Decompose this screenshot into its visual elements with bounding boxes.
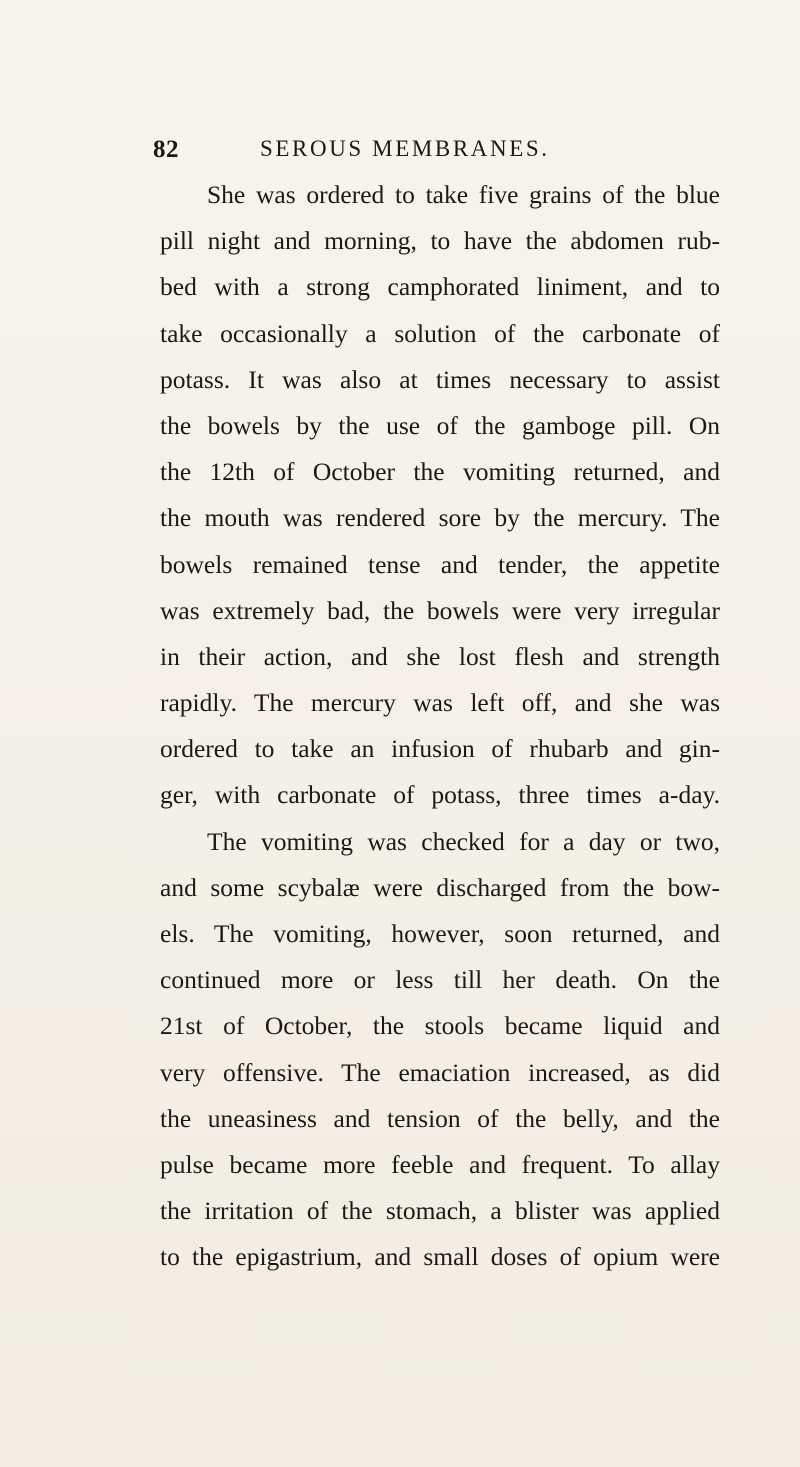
text-line: continued more or less till her death. On the (160, 965, 720, 995)
text-line: potass. It was also at times necessary to assist (160, 364, 720, 394)
body-paragraph (160, 172, 720, 1281)
text-line: rapidly. The mercury was left off, and she was (160, 688, 720, 718)
text-line: bowels remained tense and tender, the appetite (160, 549, 720, 579)
text-line: She was ordered to take five grains of the blue (207, 180, 720, 209)
text-line: very offensive. The emaciation increased, as did (160, 1057, 720, 1087)
page-header (153, 136, 713, 166)
text-line: and some scybalæ were discharged from the bow- (160, 872, 720, 902)
text-line: ordered to take an infusion of rhubarb and gin- (160, 734, 720, 764)
page-number: 82 (153, 136, 179, 163)
text-line: the uneasiness and tension of the belly, and the (160, 1103, 720, 1133)
text-line: in their action, and she lost flesh and strength (160, 641, 720, 671)
text-line: the 12th of October the vomiting returned, and (160, 457, 720, 487)
text-line: to the epigastrium, and small doses of opium were (160, 1242, 720, 1272)
text-line: bed with a strong camphorated liniment, and to (160, 272, 720, 302)
running-head: SEROUS MEMBRANES. (260, 136, 550, 161)
text-line: els. The vomiting, however, soon returned, and (160, 919, 720, 948)
text-line: take occasionally a solution of the carbonate of (160, 318, 720, 348)
text-line: The vomiting was checked for a day or two, (207, 826, 720, 856)
text-line: ger, with carbonate of potass, three times a-day. (160, 780, 720, 810)
text-line: pulse became more feeble and frequent. To allay (160, 1149, 720, 1179)
text-line: the bowels by the use of the gamboge pill. On (160, 410, 720, 440)
text-line: the irritation of the stomach, a blister was applied (160, 1196, 720, 1226)
text-line: pill night and morning, to have the abdomen rub- (160, 226, 720, 256)
text-line: 21st of October, the stools became liquid and (160, 1011, 720, 1041)
text-line: was extremely bad, the bowels were very irregular (160, 595, 720, 625)
text-line: the mouth was rendered sore by the mercury. The (160, 503, 720, 533)
